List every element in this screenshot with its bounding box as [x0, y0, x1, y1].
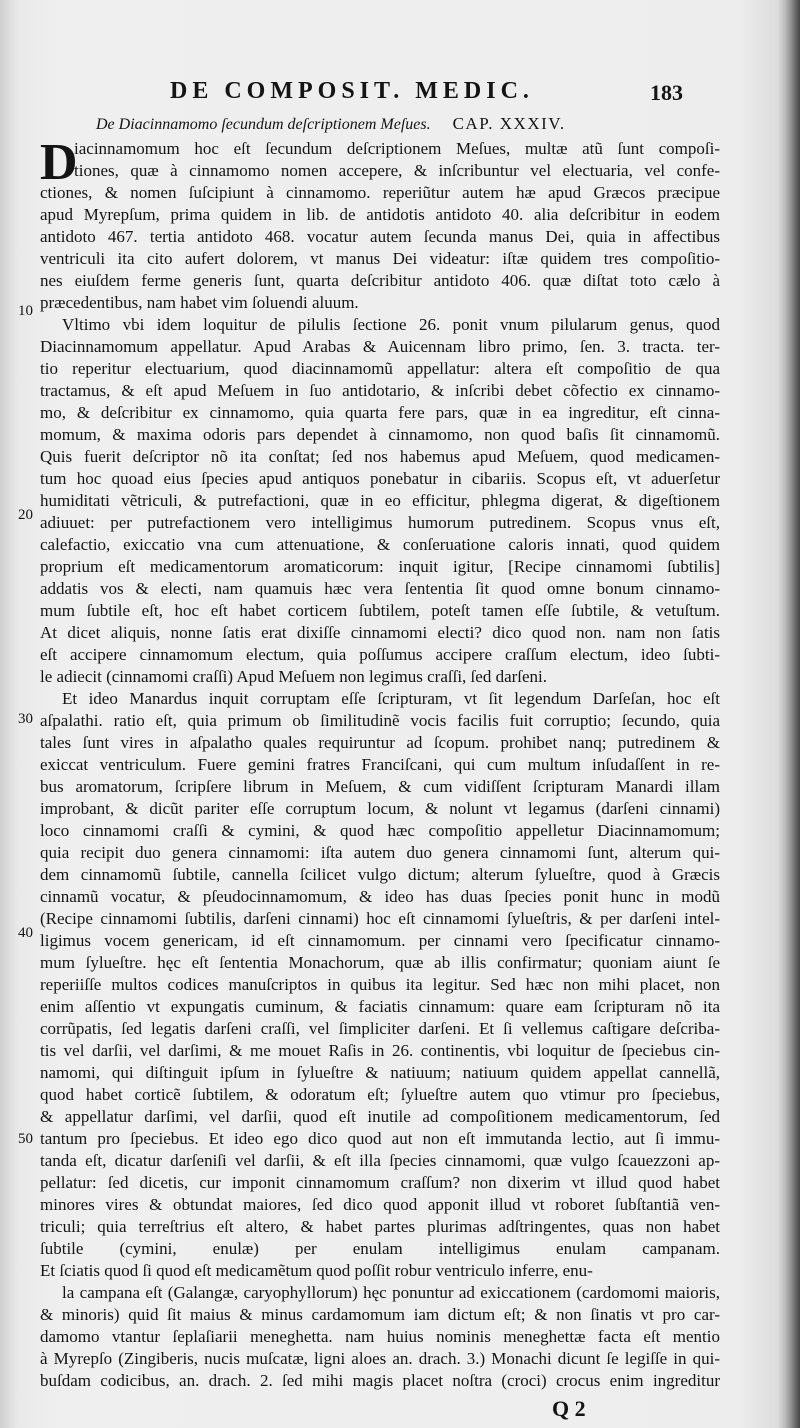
text-line: mum ſylueſtre. hęc eſt ſententia Monachorum, quæ ab illis confirmatur; quoniam aiunt ſe	[40, 953, 720, 972]
text-line: apud Myrepſum, prima quidem in lib. de antidotis antidoto 40. alia deſcribitur in eodem	[40, 205, 720, 224]
text-line: corrũpatis, ſed legatis darſeni craſſi, vel ſimpliciter darſeni. Et ſi vellemus caſtigare deſcriba-	[40, 1019, 720, 1038]
text-line: tanda eſt, dicatur darſeniſi vel darſii, & eſt illa ſpecies cinnamomi, quæ vulgo ſcauezzoni ap-	[40, 1151, 720, 1170]
text-line: eſt accipere cinnamomum electum, quia poſſumus accipere craſſum electum, ideo ſubti-	[40, 645, 720, 664]
text-line: nes eiuſdem ferme generis ſunt, quarta deſcribitur antidoto 406. quæ diſtat toto cælo à	[40, 271, 720, 290]
text-line: triculi; quia terreſtrius eſt altero, & habet partes plurimas adſtringentes, quas non habet	[40, 1217, 720, 1236]
text-line: tractamus, & eſt apud Meſuem in ſuo antidotario, & inſcribi debet cõfectio ex cinnamo-	[40, 381, 720, 400]
text-line: cinnamũ vocatur, & pſeudocinnamomum, & ideo has duas ſpecies ponit hunc in modũ	[40, 887, 720, 906]
line-number-marker: 10	[18, 303, 33, 319]
text-line: ſubtile (cymini, enulæ) per enulam intelligimus enulam campanam.	[40, 1239, 720, 1258]
text-line: quod habet corticẽ ſubtilem, & odoratum eſt; ſylueſtre autem quo vtimur pro ſpeciebus,	[40, 1085, 720, 1104]
text-line: dem cinnamomũ ſubtile, cannella ſcilicet vulgo dictum; alterum ſylueſtre, quod à Græcis	[40, 865, 720, 884]
text-line: antidoto 467. tertia antidoto 468. vocatur autem ſecunda manus Dei, quia in affectibus	[40, 227, 720, 246]
text-line: le adiecit (cinnamomi craſſi) Apud Meſuem non legimus craſſi, ſed darſeni.	[40, 667, 548, 686]
text-line: tum hoc quoad eius ſpecies apud antiquos ponebatur in cibariis. Scopus eſt, vt aduerſetur	[40, 469, 720, 488]
text-line: D iacinnamomum hoc eſt ſecundum deſcriptionem Meſues, multæ atũ ſunt compoſi-	[40, 134, 720, 191]
text-line: namomi, qui diſtinguit ipſum in ſylueſtre & natiuum; natiuum quidem appellat cannellã,	[40, 1063, 720, 1082]
text-line: mo, & deſcribitur ex cinnamomo, quia quarta fere pars, quæ in ea ingreditur, eſt cinna-	[40, 403, 720, 422]
text-line: Et ſciatis quod ſi quod eſt medicamẽtum quod poſſit robur ventriculo inferre, enu-	[40, 1261, 593, 1280]
text-line: enim aſſentio vt expungatis cuminum, & faciatis cinnamum: quare eam ſcripturam nõ ita	[40, 997, 720, 1016]
chapter-title: De Diacinnamomo ſecundum deſcriptionem Meſues.	[96, 116, 431, 133]
text-line: damomo vtantur ſeplaſiarii meneghetta. nam huius nominis meneghettæ facta eſt mentio	[40, 1327, 720, 1346]
text-line: bus aromatorum, ſcripſere librum in Meſuem, & cum vidiſſent ſcripturam Manardi illam	[40, 777, 720, 796]
text-line: tales ſunt vires in aſpalatho quales requiruntur ad ſcopum. prohibet nanq; putredinem &	[40, 733, 720, 752]
text-line: (Recipe cinnamomi ſubtilis, darſeni cinnami) hoc eſt cinnamomi ſylueſtris, & per darſeni intel-	[40, 909, 720, 928]
text-line: ctiones, & nomen ſuſcipiunt à cinnamomo. reperiũtur autem hæ apud Græcos præcipue	[40, 183, 720, 202]
line-number-marker: 20	[18, 507, 33, 523]
running-header: DE COMPOSIT. MEDIC.	[170, 78, 534, 104]
text-line: addatis vos & electi, nam quamuis hæc vera ſententia ſit quod omne bonum cinnamo-	[40, 579, 720, 598]
chapter-heading	[96, 114, 696, 134]
page-gutter-shadow	[778, 0, 800, 1428]
text-line: quia recipit duo genera cinnamomi: iſta autem duo genera cinnamomi ſunt, alterum qui-	[40, 843, 720, 862]
page-number: 183	[650, 80, 683, 105]
text-line	[40, 1392, 720, 1414]
drop-capital: D	[40, 134, 78, 191]
text-line: ventriculi ita cito aufert dolorem, vt manus Dei videatur: iſtæ quidem tres compoſitio-	[40, 249, 720, 268]
text-line: loco cinnamomi craſſi & cymini, & quod hæc compoſitio appelletur Diacinnamomum;	[40, 821, 720, 840]
text-line: minores vires & obtundat maiores, ſed dico quod apponit illud vt roboret ſubſtantiã ven-	[40, 1195, 720, 1214]
text-line: Quis fuerit deſcriptor nõ ita conſtat; ſed nos habemus apud Meſuem, quod medicamen-	[40, 447, 720, 466]
line-number-marker: 50	[18, 1131, 33, 1147]
text-line: calefactio, exiccatio vna cum attenuatione, & conſeruatione caloris innati, quod quidem	[40, 535, 720, 554]
text-line: tis vel darſii, vel darſimi, & me mouet Raſis in 26. continentis, vbi loquitur de ſpeciebus cin-	[40, 1041, 720, 1060]
text-line: At dicet aliquis, nonne ſatis erat dixiſſe cinnamomi electi? dico quod non. nam non ſatis	[40, 623, 720, 642]
text-line: Vltimo vbi idem loquitur de pilulis ſectione 26. ponit vnum pilularum genus, quod	[62, 315, 720, 334]
text-line: Et ideo Manardus inquit corruptam eſſe ſcripturam, vt ſit legendum Darſeſan, hoc eſt	[62, 689, 720, 708]
text-line: tantum pro ſpeciebus. Et ideo ego dico quod aut non eſt immutanda lectio, aut ſi immu-	[40, 1129, 720, 1148]
text-line: tiones, quæ à cinnamomo nomen accepere, & inſcribuntur vel electuaria, vel confe-	[74, 161, 720, 180]
text-line: humiditati vẽtriculi, & putrefactioni, quæ in eo efficitur, phlegma digerat, & digeſtionem	[40, 491, 720, 510]
text-line: pellatur: ſed dicetis, cur imponit cinnamomum craſſum? non dixerim vt illud quod habet	[40, 1173, 720, 1192]
line-number-marker: 30	[18, 711, 33, 727]
signature-mark: Q 2	[552, 1396, 586, 1421]
text-line: aſpalathi. ratio eſt, quia primum ob ſimilitudinẽ vocis facilis fuit corruptio; ſecundo, quia	[40, 711, 720, 730]
text-line: & appellatur darſimi, vel darſii, quod eſt inutile ad compoſitionem medicamentorum, ſed	[40, 1107, 720, 1126]
line-number-marker: 40	[18, 925, 33, 941]
text-line: & minoris) quid ſit maius & minus cardamomum iam dictum eſt; & non ſinatis vt pro car-	[40, 1305, 720, 1324]
text-line: la campana eſt (Galangæ, caryophyllorum) hęc ponuntur ad exiccationem (cardomomi maioris,	[62, 1283, 720, 1302]
text-line: proprium eſt medicamentorum aromaticorum: inquit igitur, [Recipe cinnamomi ſubtilis]	[40, 557, 720, 576]
body-text	[40, 134, 720, 1414]
text-line: buſdam codicibus, an. drach. 2. ſed mihi magis placet noſtra (croci) crocus enim ingreditur	[40, 1371, 720, 1390]
text-line: præcedentibus, nam habet vim ſoluendi aluum.	[40, 293, 359, 312]
text-line: reperiiſſe multos codices manuſcriptos in quibus ita legitur. Sed hæc non mihi placet, non	[40, 975, 720, 994]
text-line: à Myrepſo (Zingiberis, nucis muſcatæ, ligni aloes an. drach. 3.) Monachi dicunt ſe legiſſe in qui-	[40, 1349, 720, 1368]
chapter-number: CAP. XXXIV.	[452, 114, 566, 133]
text-line: adiuuet: per putrefactionem vero intelligimus humorum putredinem. Scopus vnus eſt,	[40, 513, 720, 532]
text-line: tio reperitur electuarium, quod diacinnamomũ appellatur: altera eſt compoſitio de qua	[40, 359, 720, 378]
text-line: ligimus vocem genericam, id eſt cinnamomum. per cinnami vero ſpecificatur cinnamo-	[40, 931, 720, 950]
text-line: momum, & maxima odoris pars dependet à cinnamomo, non quod baſis ſit cinnamomũ.	[40, 425, 720, 444]
text-line: Diacinnamomum appellatur. Apud Arabas & Auicennam libro primo, ſen. 3. tracta. ter-	[40, 337, 720, 356]
text-line: improbant, & dicũt pariter eſſe corruptum locum, & nolunt vt legamus (darſeni cinnami)	[40, 799, 720, 818]
text-line: mum ſubtile eſt, hoc eſt habet corticem ſubtilem, poteſt tamen eſſe ſubtile, & vetuſtum.	[40, 601, 720, 620]
text-line: exiccat ventriculum. Fuere gemini fratres Franciſcani, qui cum multum inſudaſſent in re-	[40, 755, 720, 774]
